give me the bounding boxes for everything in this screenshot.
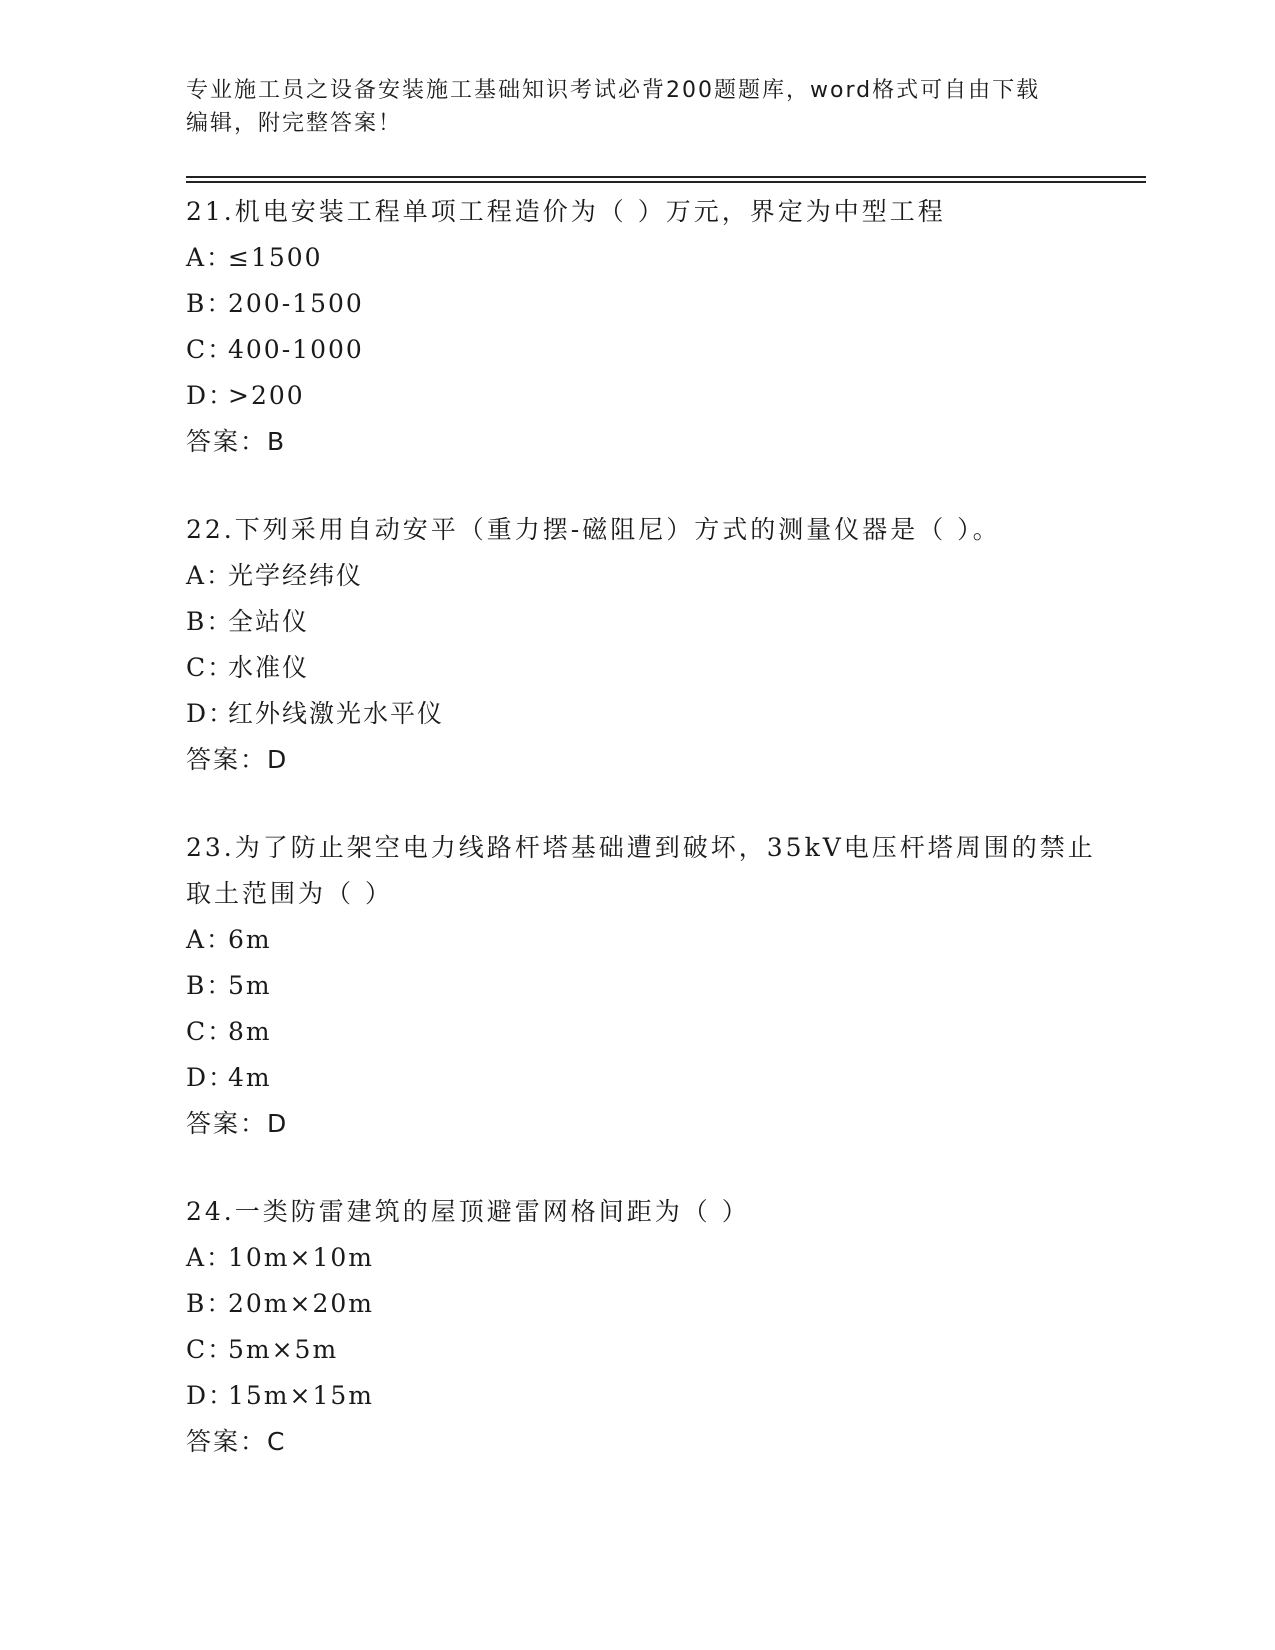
question-21: [186, 189, 1106, 465]
option-b: [186, 281, 1106, 327]
option-letter: A：: [186, 1243, 234, 1272]
option-text: 6m: [228, 925, 272, 954]
option-letter: A：: [186, 561, 234, 590]
option-text: >200: [228, 381, 305, 410]
option-letter: B：: [186, 1289, 234, 1318]
option-letter: D：: [186, 1381, 236, 1410]
option-letter: D：: [186, 1063, 236, 1092]
option-text: 5m×5m: [228, 1335, 339, 1364]
question-stem: 21.机电安装工程单项工程造价为（ ）万元，界定为中型工程: [186, 197, 946, 226]
answer-line: 答案：C: [186, 1427, 287, 1456]
option-text: 光学经纬仪: [228, 561, 364, 590]
option-d: [186, 373, 1106, 419]
option-letter: D：: [186, 381, 236, 410]
header-divider-top: [186, 176, 1146, 178]
option-letter: C：: [186, 335, 235, 364]
option-letter: A：: [186, 925, 234, 954]
option-a: [186, 235, 1106, 281]
option-letter: C：: [186, 1017, 235, 1046]
option-text: 水准仪: [228, 653, 310, 682]
answer-line: 答案：D: [186, 1109, 289, 1138]
question-23: [186, 825, 1106, 1147]
option-c: [186, 1009, 1106, 1055]
option-d: [186, 1055, 1106, 1101]
header-line-1: 专业施工员之设备安装施工基础知识考试必背200题题库，word格式可自由下载: [186, 78, 1041, 103]
header-line-2: 编辑，附完整答案！: [186, 111, 403, 136]
option-c: [186, 645, 1106, 691]
option-text: 20m×20m: [228, 1289, 374, 1318]
option-text: 全站仪: [228, 607, 310, 636]
question-22: [186, 507, 1106, 783]
option-letter: C：: [186, 653, 235, 682]
option-letter: D：: [186, 699, 236, 728]
document-header: [186, 74, 1086, 140]
option-text: 8m: [228, 1017, 272, 1046]
option-text: 10m×10m: [228, 1243, 374, 1272]
option-text: ≤1500: [228, 243, 323, 272]
option-text: 5m: [228, 971, 272, 1000]
option-b: [186, 599, 1106, 645]
option-a: [186, 553, 1106, 599]
answer-line: 答案：D: [186, 745, 289, 774]
option-text: 15m×15m: [228, 1381, 374, 1410]
option-d: [186, 691, 1106, 737]
answer-line: 答案：B: [186, 427, 287, 456]
option-a: [186, 1235, 1106, 1281]
option-letter: C：: [186, 1335, 235, 1364]
option-text: 400-1000: [228, 335, 364, 364]
option-letter: B：: [186, 289, 234, 318]
question-stem: 23.为了防止架空电力线路杆塔基础遭到破坏，35kV电压杆塔周围的禁止取土范围为（ ）: [186, 833, 1096, 908]
option-letter: B：: [186, 971, 234, 1000]
option-d: [186, 1373, 1106, 1419]
option-c: [186, 327, 1106, 373]
option-text: 红外线激光水平仪: [228, 699, 445, 728]
header-divider-bottom: [186, 181, 1146, 183]
question-stem: 24.一类防雷建筑的屋顶避雷网格间距为（ ）: [186, 1197, 750, 1226]
option-letter: B：: [186, 607, 234, 636]
option-b: [186, 1281, 1106, 1327]
option-letter: A：: [186, 243, 234, 272]
option-text: 200-1500: [228, 289, 364, 318]
option-text: 4m: [228, 1063, 272, 1092]
question-24: [186, 1189, 1106, 1465]
option-b: [186, 963, 1106, 1009]
question-stem: 22.下列采用自动安平（重力摆-磁阻尼）方式的测量仪器是（ ）。: [186, 515, 1001, 544]
option-c: [186, 1327, 1106, 1373]
option-a: [186, 917, 1106, 963]
